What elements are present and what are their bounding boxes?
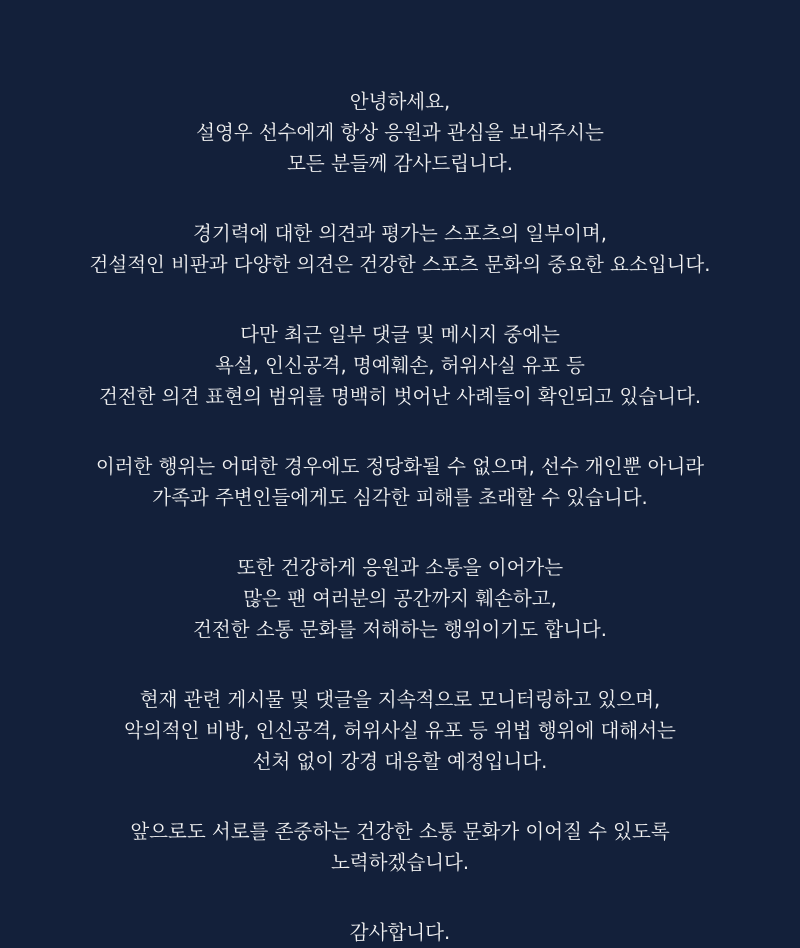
harm-paragraph: [0, 451, 800, 513]
legal-action-paragraph: [0, 684, 800, 777]
statement-line: 안녕하세요,: [349, 90, 451, 113]
statement-line: 욕설, 인신공격, 명예훼손, 허위사실 유포 등: [215, 354, 585, 377]
greeting-paragraph: [0, 86, 800, 179]
statement-line: 건설적인 비판과 다양한 의견은 건강한 스포츠 문화의 중요한 요소입니다.: [89, 253, 711, 276]
statement-line: 건전한 의견 표현의 범위를 명백히 벗어난 사례들이 확인되고 있습니다.: [98, 385, 702, 408]
statement-line: 많은 팬 여러분의 공간까지 훼손하고,: [243, 587, 557, 610]
statement-line: 감사합니다.: [349, 921, 451, 944]
statement-line: 건전한 소통 문화를 저해하는 행위이기도 합니다.: [193, 618, 607, 641]
closing-paragraph: [0, 816, 800, 878]
statement-line: 경기력에 대한 의견과 평가는 스포츠의 일부이며,: [193, 222, 607, 245]
statement-line: 앞으로도 서로를 존중하는 건강한 소통 문화가 이어질 수 있도록: [130, 820, 670, 843]
statement-line: 악의적인 비방, 인신공격, 허위사실 유포 등 위법 행위에 대해서는: [124, 719, 676, 742]
statement-line: 선처 없이 강경 대응할 예정입니다.: [252, 750, 548, 773]
statement-line: 설영우 선수에게 항상 응원과 관심을 보내주시는: [196, 121, 604, 144]
statement-line: 현재 관련 게시물 및 댓글을 지속적으로 모니터링하고 있으며,: [139, 688, 661, 711]
abuse-paragraph: [0, 319, 800, 412]
thanks-paragraph: [0, 917, 800, 948]
statement-line: 노력하겠습니다.: [330, 851, 470, 874]
criticism-paragraph: [0, 218, 800, 280]
statement-line: 또한 건강하게 응원과 소통을 이어가는: [236, 556, 564, 579]
statement-line: 다만 최근 일부 댓글 및 메시지 중에는: [240, 323, 560, 346]
statement-line: 이러한 행위는 어떠한 경우에도 정당화될 수 없으며, 선수 개인뿐 아니라: [95, 455, 705, 478]
community-paragraph: [0, 552, 800, 645]
statement-line: 모든 분들께 감사드립니다.: [287, 152, 513, 175]
statement-line: 가족과 주변인들에게도 심각한 피해를 초래할 수 있습니다.: [152, 486, 648, 509]
